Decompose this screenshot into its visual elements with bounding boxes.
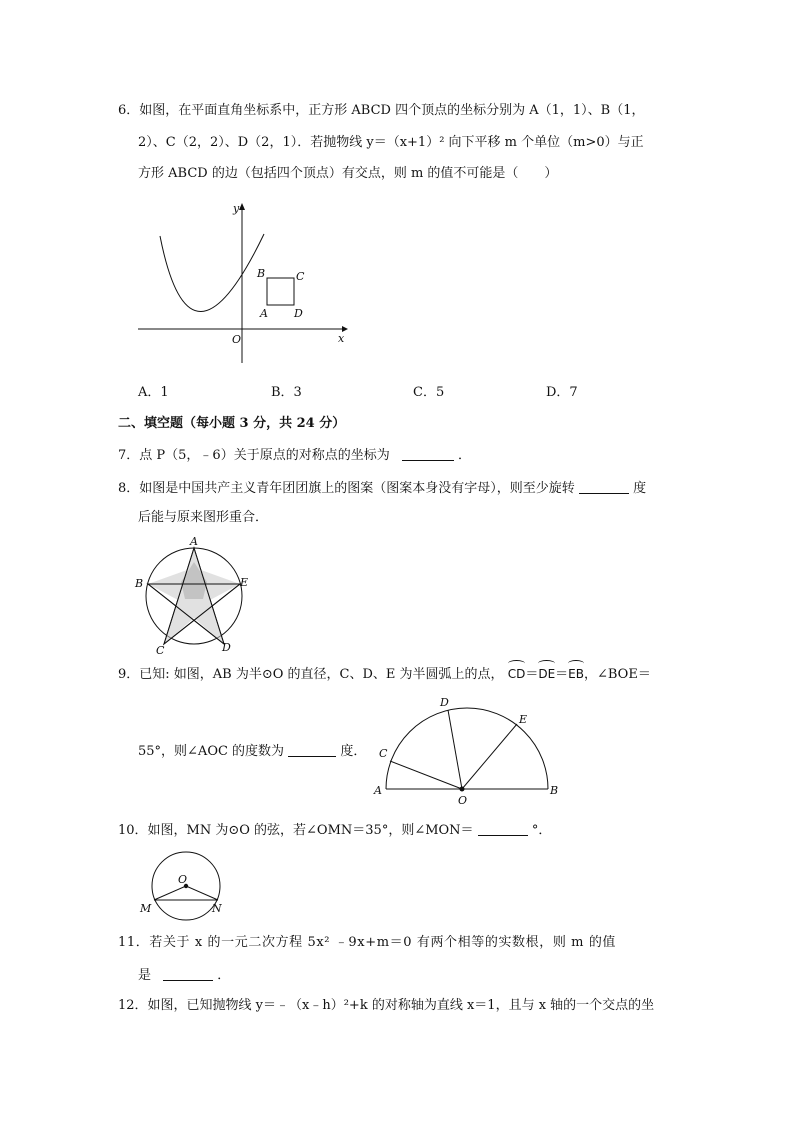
star-fill: [148, 548, 240, 644]
q6-line2: 2）、C（2，2）、D（2，1）．若抛物线 y＝（x+1）² 向下平移 m 个单位（m>0）与正: [138, 135, 644, 150]
q12-line1: 12．如图，已知抛物线 y＝﹣（x﹣h）²+k 的对称轴为直线 x＝1，且与 x 轴的一个交点的坐: [118, 998, 655, 1013]
star-label-a: A: [190, 536, 198, 548]
semi-label-e: E: [519, 713, 528, 726]
q6-option-b[interactable]: B．3: [271, 385, 302, 400]
semi-label-d: D: [440, 696, 449, 709]
q9-arc-cd: CD: [507, 667, 526, 681]
q9-semicircle-figure: [370, 694, 570, 809]
label-y: y: [233, 202, 240, 215]
semi-label-c: C: [379, 747, 388, 760]
q11-answer-blank[interactable]: [163, 966, 213, 981]
q6-option-c[interactable]: C．5: [413, 385, 445, 400]
square-abcd: [267, 278, 294, 305]
q6-line1: 6．如图，在平面直角坐标系中，正方形 ABCD 四个顶点的坐标分别为 A（1，1）、B（1，: [118, 103, 645, 118]
q6-parabola-figure: [130, 198, 370, 368]
q11-line2: [138, 966, 230, 985]
label-b: B: [257, 267, 266, 280]
q10-chord-figure: [136, 848, 236, 928]
chord-label-o: O: [178, 873, 188, 886]
semi-label-b: B: [550, 784, 559, 797]
q8-star-figure: [132, 536, 262, 656]
q7-text: 7．点 P（5，﹣6）关于原点的对称点的坐标为: [118, 448, 390, 463]
q8-text: 8．如图是中国共产主义青年团团旗上的图案（图案本身没有字母），则至少旋转: [118, 481, 575, 496]
q11-text: 是: [138, 968, 152, 983]
q9-text-b: ，∠BOE＝: [584, 667, 651, 682]
star-label-b: B: [135, 577, 144, 590]
q10-answer-blank[interactable]: [478, 821, 528, 836]
star-label-c: C: [156, 644, 165, 656]
star-label-d: D: [222, 641, 231, 654]
q9-text-c: 55°，则∠AOC 的度数为: [138, 744, 285, 759]
label-origin: O: [232, 333, 242, 346]
q9-eq1: ＝: [525, 667, 539, 682]
q7-line: [118, 446, 471, 465]
q8-line2: 后能与原来图形重合．: [138, 510, 269, 525]
radius-om: [154, 886, 186, 900]
q9-line1: [118, 665, 651, 684]
q7-answer-blank[interactable]: [402, 446, 454, 461]
q10-text: 10．如图，MN 为⊙O 的弦，若∠OMN＝35°，则∠MON＝: [118, 823, 474, 838]
section-title-fill-blank: 二、填空题（每小题 3 分，共 24 分）: [118, 416, 346, 431]
label-a: A: [260, 307, 268, 320]
q9-unit: 度．: [340, 744, 367, 759]
semi-label-a: A: [374, 784, 382, 797]
parabola-curve: [160, 234, 264, 312]
label-c: C: [296, 270, 305, 283]
chord-label-n: N: [212, 902, 222, 915]
q11-end: ．: [217, 968, 231, 983]
q8-answer-blank[interactable]: [579, 479, 629, 494]
star-label-e: E: [240, 576, 249, 589]
q6-option-a[interactable]: A．1: [138, 385, 169, 400]
q8-line1: [118, 479, 646, 498]
label-x: x: [338, 332, 345, 345]
q10-line: [118, 821, 551, 840]
q6-option-d[interactable]: D．7: [546, 385, 578, 400]
q9-arc-eb: EB: [568, 667, 584, 681]
center-o: [460, 787, 465, 792]
q9-answer-blank[interactable]: [288, 742, 336, 757]
chord-label-m: M: [140, 902, 152, 915]
radius-oc: [390, 761, 462, 789]
radius-od: [448, 710, 462, 789]
y-axis-arrow: [239, 203, 245, 210]
radius-oe: [462, 724, 517, 789]
q11-line1: 11．若关于 x 的一元二次方程 5x² ﹣9x+m＝0 有两个相等的实数根，则 m 的值: [118, 935, 617, 950]
q9-text-a: 9．已知: 如图，AB 为半⊙O 的直径，C、D、E 为半圆弧上的点，: [118, 667, 504, 682]
semi-label-o: O: [458, 794, 468, 807]
q6-line3: 方形 ABCD 的边（包括四个顶点）有交点，则 m 的值不可能是（ ）: [138, 166, 558, 181]
radius-on: [186, 886, 218, 900]
q8-unit: 度: [633, 481, 647, 496]
label-d: D: [294, 307, 303, 320]
q7-end: ．: [457, 448, 471, 463]
q10-end: °．: [531, 823, 552, 838]
q9-line2: [138, 742, 366, 761]
q9-eq2: ＝: [555, 667, 569, 682]
q9-arc-de: DE: [538, 667, 556, 681]
